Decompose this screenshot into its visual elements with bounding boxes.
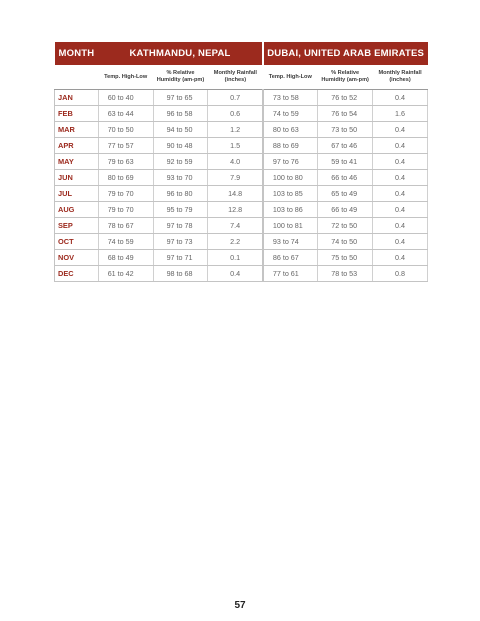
kathmandu-temp-cell: 74 to 59 [98, 234, 153, 250]
subheader-dubai-humidity: % Relative Humidity (am-pm) [318, 65, 373, 90]
dubai-humidity-cell: 76 to 54 [318, 106, 373, 122]
kathmandu-temp-cell: 78 to 67 [98, 218, 153, 234]
month-cell: MAR [55, 122, 99, 138]
month-column-header: MONTH [55, 42, 99, 65]
month-cell: JUL [55, 186, 99, 202]
dubai-rainfall-cell: 0.4 [373, 154, 428, 170]
kathmandu-rainfall-cell: 7.4 [208, 218, 263, 234]
subheader-dubai-rainfall: Monthly Rainfall (inches) [373, 65, 428, 90]
dubai-humidity-cell: 67 to 46 [318, 138, 373, 154]
dubai-humidity-cell: 72 to 50 [318, 218, 373, 234]
dubai-humidity-cell: 76 to 52 [318, 90, 373, 106]
kathmandu-temp-cell: 63 to 44 [98, 106, 153, 122]
month-cell: JUN [55, 170, 99, 186]
table-row [55, 234, 428, 250]
dubai-humidity-cell: 65 to 49 [318, 186, 373, 202]
dubai-header: DUBAI, UNITED ARAB EMIRATES [263, 42, 428, 65]
kathmandu-humidity-cell: 95 to 79 [153, 202, 208, 218]
dubai-temp-cell: 80 to 63 [263, 122, 318, 138]
kathmandu-temp-cell: 60 to 40 [98, 90, 153, 106]
table-subheader-row [55, 65, 428, 90]
dubai-humidity-cell: 59 to 41 [318, 154, 373, 170]
subheader-blank [55, 65, 99, 90]
kathmandu-temp-cell: 77 to 57 [98, 138, 153, 154]
dubai-temp-cell: 97 to 76 [263, 154, 318, 170]
dubai-humidity-cell: 78 to 53 [318, 266, 373, 282]
dubai-temp-cell: 88 to 69 [263, 138, 318, 154]
kathmandu-rainfall-cell: 0.7 [208, 90, 263, 106]
kathmandu-temp-cell: 79 to 70 [98, 186, 153, 202]
month-cell: FEB [55, 106, 99, 122]
month-cell: MAY [55, 154, 99, 170]
climate-table-container [54, 42, 428, 282]
dubai-temp-cell: 100 to 81 [263, 218, 318, 234]
table-row [55, 218, 428, 234]
climate-table [54, 42, 428, 282]
kathmandu-humidity-cell: 96 to 58 [153, 106, 208, 122]
dubai-humidity-cell: 66 to 46 [318, 170, 373, 186]
kathmandu-humidity-cell: 94 to 50 [153, 122, 208, 138]
table-row [55, 170, 428, 186]
dubai-humidity-cell: 74 to 50 [318, 234, 373, 250]
dubai-rainfall-cell: 0.4 [373, 122, 428, 138]
table-row [55, 138, 428, 154]
kathmandu-temp-cell: 79 to 63 [98, 154, 153, 170]
kathmandu-humidity-cell: 97 to 73 [153, 234, 208, 250]
dubai-rainfall-cell: 0.4 [373, 138, 428, 154]
kathmandu-temp-cell: 80 to 69 [98, 170, 153, 186]
dubai-temp-cell: 103 to 86 [263, 202, 318, 218]
dubai-humidity-cell: 73 to 50 [318, 122, 373, 138]
dubai-temp-cell: 77 to 61 [263, 266, 318, 282]
subheader-kathmandu-rainfall: Monthly Rainfall (inches) [208, 65, 263, 90]
dubai-rainfall-cell: 0.8 [373, 266, 428, 282]
table-row [55, 186, 428, 202]
kathmandu-humidity-cell: 97 to 71 [153, 250, 208, 266]
kathmandu-rainfall-cell: 2.2 [208, 234, 263, 250]
kathmandu-humidity-cell: 92 to 59 [153, 154, 208, 170]
kathmandu-humidity-cell: 93 to 70 [153, 170, 208, 186]
subheader-kathmandu-temp: Temp. High-Low [98, 65, 153, 90]
page-number: 57 [234, 600, 246, 611]
month-cell: JAN [55, 90, 99, 106]
dubai-temp-cell: 103 to 85 [263, 186, 318, 202]
table-row [55, 122, 428, 138]
kathmandu-rainfall-cell: 0.6 [208, 106, 263, 122]
dubai-temp-cell: 73 to 58 [263, 90, 318, 106]
table-row [55, 154, 428, 170]
dubai-temp-cell: 100 to 80 [263, 170, 318, 186]
dubai-rainfall-cell: 0.4 [373, 90, 428, 106]
kathmandu-rainfall-cell: 1.2 [208, 122, 263, 138]
dubai-rainfall-cell: 0.4 [373, 218, 428, 234]
dubai-temp-cell: 86 to 67 [263, 250, 318, 266]
month-cell: SEP [55, 218, 99, 234]
kathmandu-temp-cell: 61 to 42 [98, 266, 153, 282]
kathmandu-rainfall-cell: 1.5 [208, 138, 263, 154]
kathmandu-rainfall-cell: 7.9 [208, 170, 263, 186]
table-row [55, 202, 428, 218]
table-row [55, 106, 428, 122]
dubai-humidity-cell: 66 to 49 [318, 202, 373, 218]
kathmandu-rainfall-cell: 0.4 [208, 266, 263, 282]
dubai-humidity-cell: 75 to 50 [318, 250, 373, 266]
subheader-dubai-temp: Temp. High-Low [263, 65, 318, 90]
dubai-rainfall-cell: 0.4 [373, 170, 428, 186]
month-cell: AUG [55, 202, 99, 218]
dubai-rainfall-cell: 0.4 [373, 250, 428, 266]
kathmandu-rainfall-cell: 0.1 [208, 250, 263, 266]
month-cell: NOV [55, 250, 99, 266]
kathmandu-humidity-cell: 98 to 68 [153, 266, 208, 282]
kathmandu-temp-cell: 70 to 50 [98, 122, 153, 138]
kathmandu-temp-cell: 79 to 70 [98, 202, 153, 218]
table-row [55, 266, 428, 282]
table-row [55, 90, 428, 106]
dubai-temp-cell: 93 to 74 [263, 234, 318, 250]
kathmandu-humidity-cell: 97 to 78 [153, 218, 208, 234]
table-header-row [55, 42, 428, 65]
month-cell: APR [55, 138, 99, 154]
kathmandu-humidity-cell: 90 to 48 [153, 138, 208, 154]
kathmandu-rainfall-cell: 14.8 [208, 186, 263, 202]
dubai-rainfall-cell: 0.4 [373, 202, 428, 218]
kathmandu-humidity-cell: 97 to 65 [153, 90, 208, 106]
dubai-rainfall-cell: 0.4 [373, 186, 428, 202]
dubai-rainfall-cell: 1.6 [373, 106, 428, 122]
month-cell: DEC [55, 266, 99, 282]
kathmandu-rainfall-cell: 12.8 [208, 202, 263, 218]
dubai-rainfall-cell: 0.4 [373, 234, 428, 250]
kathmandu-humidity-cell: 96 to 80 [153, 186, 208, 202]
kathmandu-temp-cell: 68 to 49 [98, 250, 153, 266]
kathmandu-rainfall-cell: 4.0 [208, 154, 263, 170]
table-body [55, 90, 428, 282]
dubai-temp-cell: 74 to 59 [263, 106, 318, 122]
subheader-kathmandu-humidity: % Relative Humidity (am-pm) [153, 65, 208, 90]
table-row [55, 250, 428, 266]
month-cell: OCT [55, 234, 99, 250]
kathmandu-header: KATHMANDU, NEPAL [98, 42, 263, 65]
